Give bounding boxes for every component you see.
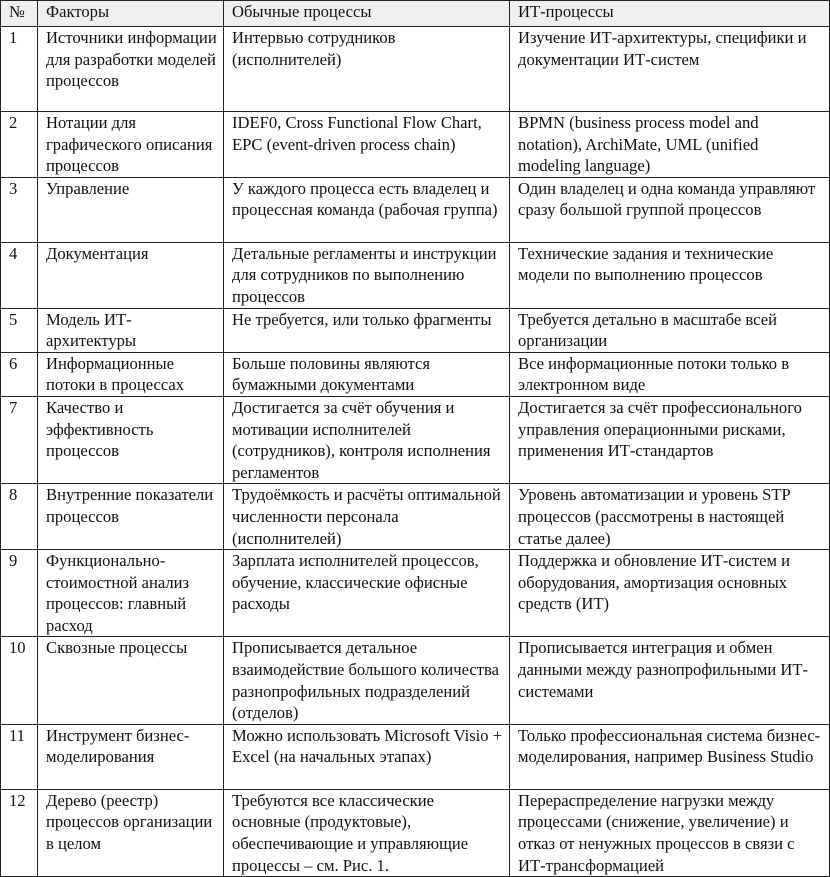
- it-process-cell: Достигается за счёт профессионального управления операционными рисками, применения ИТ-стандартов: [510, 396, 830, 483]
- table-row: [1, 484, 830, 550]
- table-header-row: [1, 1, 830, 27]
- factor-cell: Модель ИТ-архитектуры: [38, 308, 224, 352]
- table-row: [1, 242, 830, 308]
- table-row: [1, 352, 830, 396]
- row-number: 6: [1, 352, 38, 396]
- row-number: 12: [1, 789, 38, 876]
- regular-process-cell: IDEF0, Cross Functional Flow Chart, EPC (event-driven process chain): [224, 112, 510, 178]
- it-process-cell: Перераспределение нагрузки между процессами (снижение, увеличение) и отказ от ненужных процессов в связи с ИТ-трансформацией: [510, 789, 830, 876]
- table-row: [1, 27, 830, 112]
- row-number: 5: [1, 308, 38, 352]
- it-process-cell: Изучение ИТ-архитектуры, специфики и документации ИТ-систем: [510, 27, 830, 112]
- regular-process-cell: Не требуется, или только фрагменты: [224, 308, 510, 352]
- table-row: [1, 789, 830, 876]
- it-process-cell: Все информационные потоки только в электронном виде: [510, 352, 830, 396]
- row-number: 1: [1, 27, 38, 112]
- it-process-cell: Поддержка и обновление ИТ-систем и оборудования, амортизация основных средств (ИТ): [510, 550, 830, 637]
- it-process-cell: Один владелец и одна команда управляют сразу большой группой процессов: [510, 177, 830, 242]
- it-process-cell: BPMN (business process model and notation), ArchiMate, UML (unified modeling language): [510, 112, 830, 178]
- regular-process-cell: Прописывается детальное взаимодействие большого количества разнопрофильных подразделений (отделов): [224, 637, 510, 724]
- it-process-cell: Требуется детально в масштабе всей организации: [510, 308, 830, 352]
- factor-cell: Сквозные процессы: [38, 637, 224, 724]
- row-number: 11: [1, 724, 38, 789]
- regular-process-cell: Можно использовать Microsoft Visio + Excel (на начальных этапах): [224, 724, 510, 789]
- table-row: [1, 112, 830, 178]
- table-row: [1, 308, 830, 352]
- row-number: 8: [1, 484, 38, 550]
- factor-cell: Дерево (реестр) процессов организации в целом: [38, 789, 224, 876]
- factor-cell: Управление: [38, 177, 224, 242]
- table-row: [1, 637, 830, 724]
- table-row: [1, 396, 830, 483]
- row-number: 4: [1, 242, 38, 308]
- table-row: [1, 724, 830, 789]
- factor-cell: Информационные потоки в процессах: [38, 352, 224, 396]
- it-process-cell: Уровень автоматизации и уровень STP процессов (рассмотрены в настоящей статье далее): [510, 484, 830, 550]
- header-factors: Факторы: [38, 1, 224, 27]
- factor-cell: Внутренние показатели процессов: [38, 484, 224, 550]
- it-process-cell: Только профессиональная система бизнес-моделирования, например Business Studio: [510, 724, 830, 789]
- regular-process-cell: Интервью сотрудников (исполнителей): [224, 27, 510, 112]
- header-it-processes: ИТ-процессы: [510, 1, 830, 27]
- regular-process-cell: Детальные регламенты и инструкции для сотрудников по выполнению процессов: [224, 242, 510, 308]
- row-number: 7: [1, 396, 38, 483]
- factor-cell: Источники информации для разработки моделей процессов: [38, 27, 224, 112]
- factor-cell: Качество и эффективность процессов: [38, 396, 224, 483]
- it-process-cell: Прописывается интеграция и обмен данными между разнопрофильными ИТ-системами: [510, 637, 830, 724]
- row-number: 10: [1, 637, 38, 724]
- it-process-cell: Технические задания и технические модели по выполнению процессов: [510, 242, 830, 308]
- row-number: 9: [1, 550, 38, 637]
- header-regular-processes: Обычные процессы: [224, 1, 510, 27]
- regular-process-cell: Трудоёмкость и расчёты оптимальной численности персонала (исполнителей): [224, 484, 510, 550]
- row-number: 2: [1, 112, 38, 178]
- regular-process-cell: Зарплата исполнителей процессов, обучение, классические офисные расходы: [224, 550, 510, 637]
- regular-process-cell: Требуются все классические основные (продуктовые), обеспечивающие и управляющие процессы – см. Рис. 1.: [224, 789, 510, 876]
- regular-process-cell: Достигается за счёт обучения и мотивации исполнителей (сотрудников), контроля исполнения регламентов: [224, 396, 510, 483]
- table-row: [1, 550, 830, 637]
- header-number: №: [1, 1, 38, 27]
- factor-cell: Нотации для графического описания процессов: [38, 112, 224, 178]
- factor-cell: Документация: [38, 242, 224, 308]
- regular-process-cell: Больше половины являются бумажными документами: [224, 352, 510, 396]
- row-number: 3: [1, 177, 38, 242]
- factor-cell: Инструмент бизнес-моделирования: [38, 724, 224, 789]
- table-row: [1, 177, 830, 242]
- regular-process-cell: У каждого процесса есть владелец и процессная команда (рабочая группа): [224, 177, 510, 242]
- factor-cell: Функционально-стоимостной анализ процессов: главный расход: [38, 550, 224, 637]
